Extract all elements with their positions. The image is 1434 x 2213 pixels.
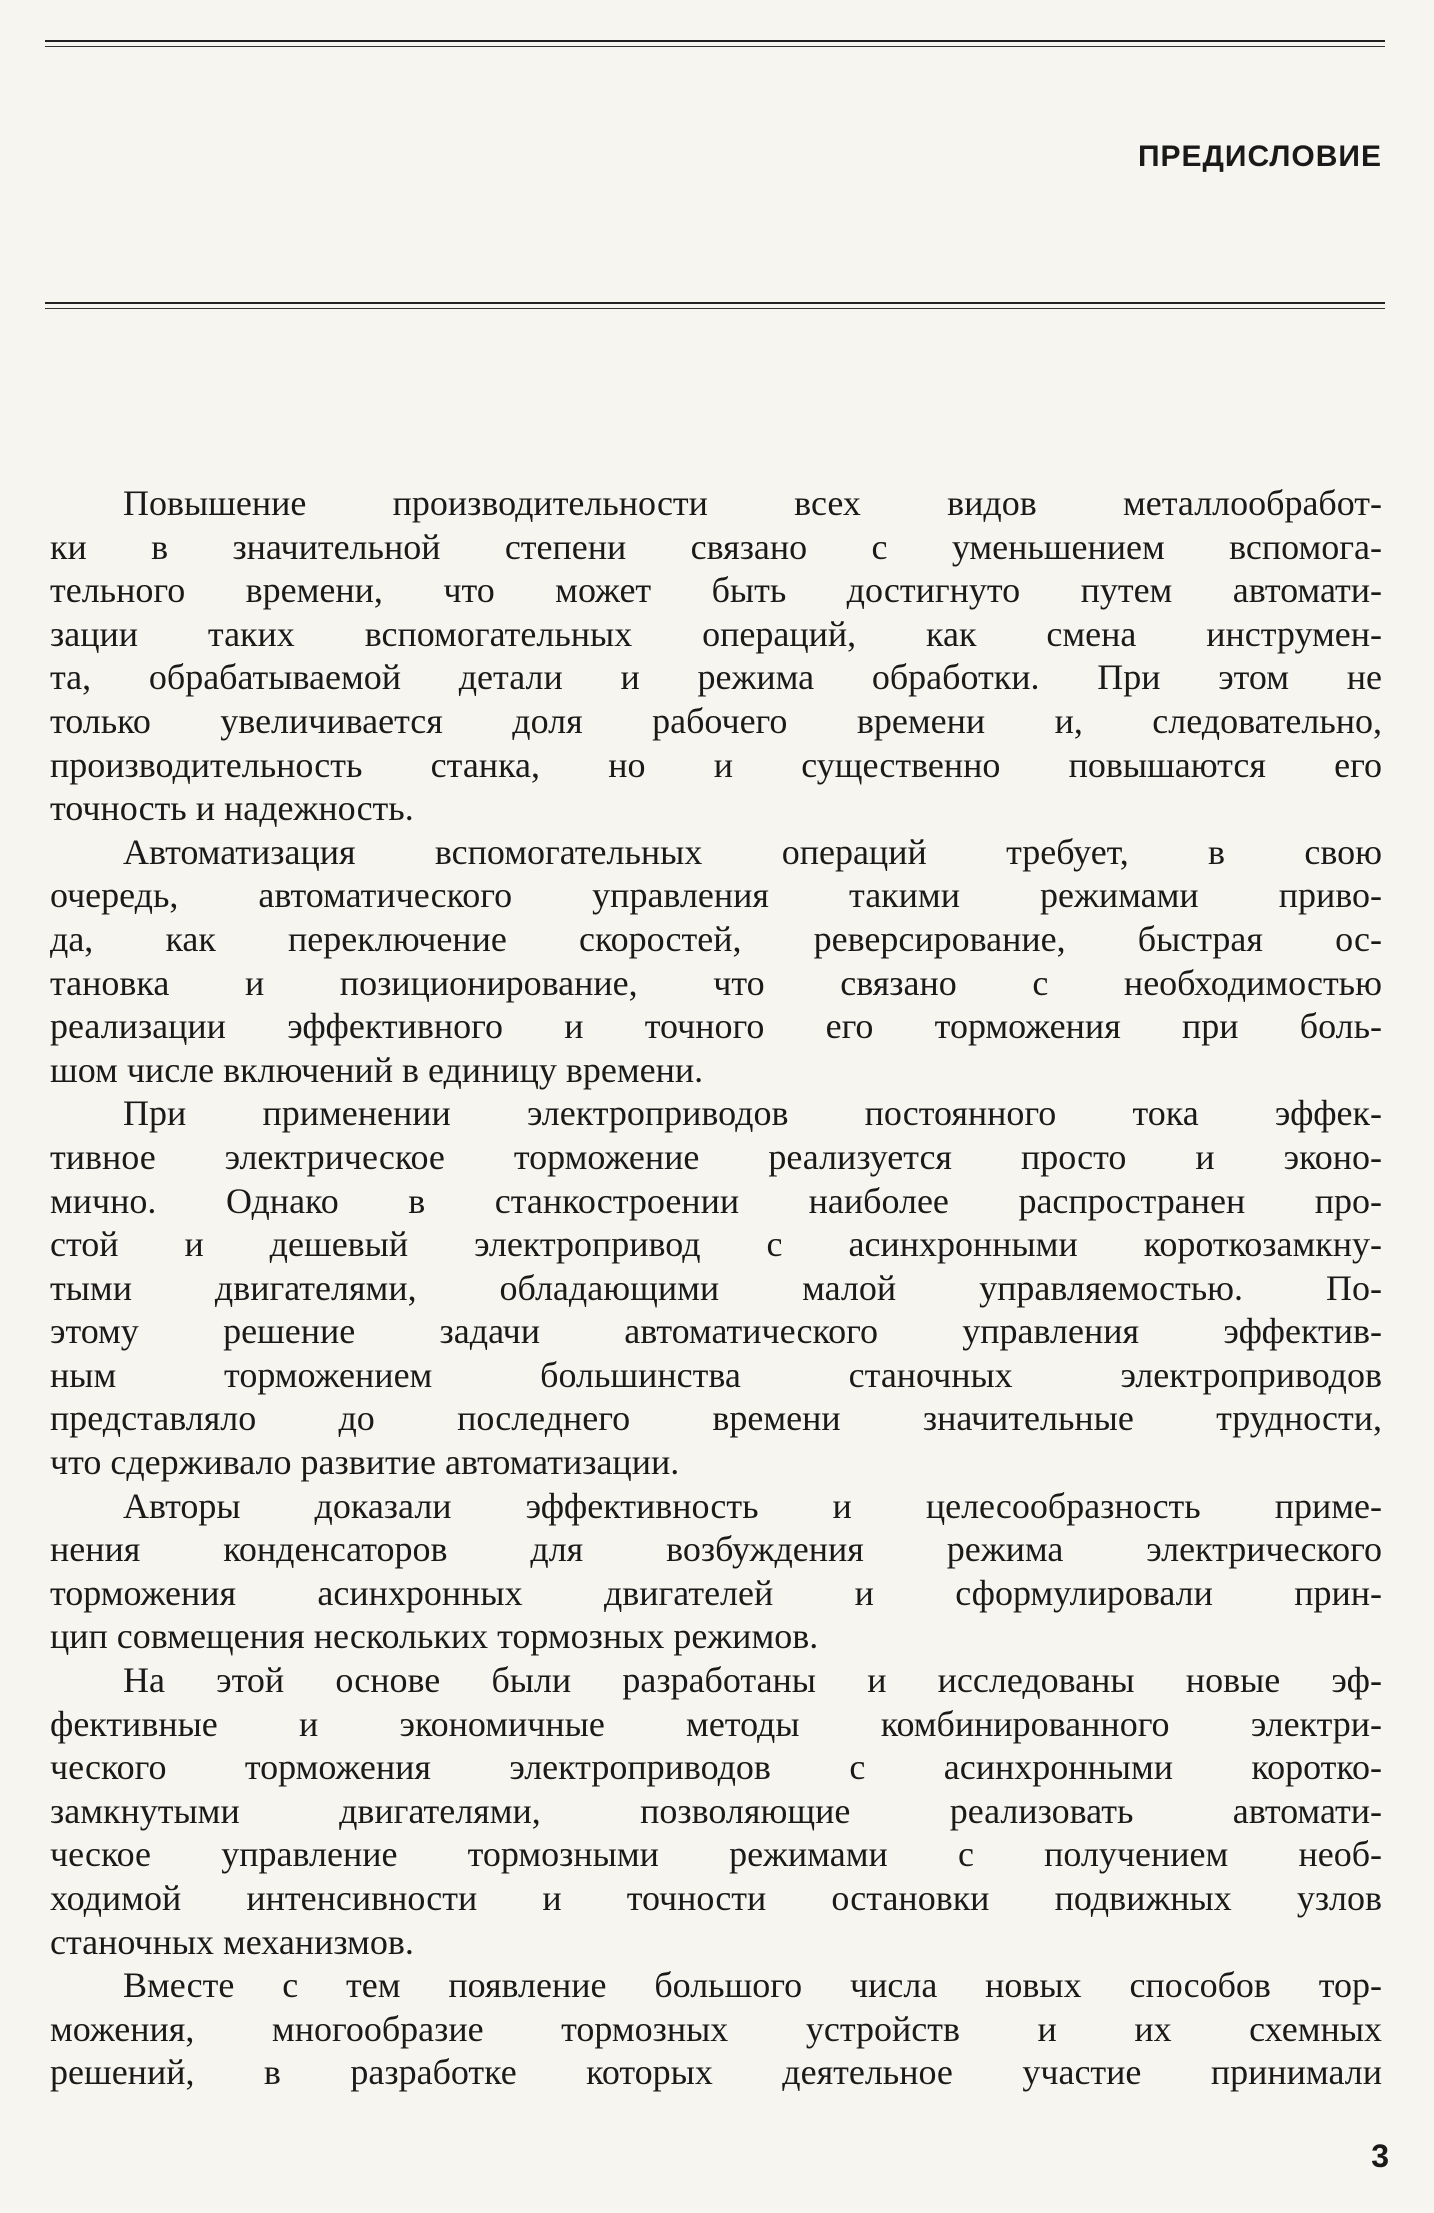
text-line: ческое управление тормозными режимами с получением необ-	[50, 1834, 1382, 1875]
text-line: производительность станка, но и существенно повышаются его	[50, 744, 1382, 785]
text-line: цип совмещения нескольких тормозных режимов.	[50, 1616, 819, 1657]
text-line: Вместе с тем появление большого числа новых способов тор-	[123, 1965, 1382, 2006]
text-line: очередь, автоматического управления такими режимами приво-	[50, 875, 1382, 916]
text-line: тельного времени, что может быть достигнуто путем автомати-	[50, 570, 1382, 611]
text-line: На этой основе были разработаны и исследованы новые эф-	[123, 1660, 1382, 1701]
text-line: ным торможением большинства станочных электроприводов	[50, 1354, 1382, 1395]
body-text	[50, 482, 1382, 2095]
text-line: этому решение задачи автоматического управления эффектив-	[50, 1311, 1382, 1352]
text-line: шом числе включений в единицу времени.	[50, 1049, 704, 1090]
text-line: ки в значительной степени связано с уменьшением вспомога-	[50, 526, 1382, 567]
text-line: стой и дешевый электропривод с асинхронными короткозамкну-	[50, 1224, 1382, 1265]
top-rule-secondary	[45, 46, 1385, 47]
text-line: тыми двигателями, обладающими малой управляемостью. По-	[50, 1267, 1382, 1308]
section-title: ПРЕДИСЛОВИЕ	[1137, 140, 1382, 173]
text-line: ходимой интенсивности и точности остановки подвижных узлов	[50, 1878, 1382, 1918]
text-line: замкнутыми двигателями, позволяющие реализовать автомати-	[50, 1790, 1382, 1831]
text-line: станочных механизмов.	[50, 1921, 414, 1962]
text-line: мично. Однако в станкостроении наиболее распространен про-	[50, 1180, 1382, 1221]
text-line: реализации эффективного и точного его торможения при боль-	[50, 1006, 1382, 1047]
text-line: только увеличивается доля рабочего времени и, следовательно,	[50, 700, 1382, 741]
text-line: тивное электрическое торможение реализуется просто и эконо-	[50, 1136, 1382, 1177]
text-line: Повышение производительности всех видов металлообработ-	[123, 483, 1382, 523]
text-line: можения, многообразие тормозных устройств и их схемных	[50, 2008, 1382, 2049]
text-line: решений, в разработке которых деятельное участие принимали	[50, 2052, 1382, 2093]
header-bottom-rule	[45, 302, 1385, 304]
text-line: Автоматизация вспомогательных операций требует, в свою	[123, 831, 1382, 872]
text-line: что сдерживало развитие автоматизации.	[50, 1442, 680, 1483]
header-bottom-rule-secondary	[45, 308, 1385, 309]
text-line: тановка и позиционирование, что связано с необходимостью	[50, 962, 1382, 1003]
text-line: представляло до последнего времени значительные трудности,	[50, 1398, 1382, 1439]
text-line: та, обрабатываемой детали и режима обработки. При этом не	[50, 657, 1382, 698]
page-number: 3	[1371, 2138, 1389, 2174]
text-line: Авторы доказали эффективность и целесообразность приме-	[123, 1485, 1382, 1526]
text-line: ческого торможения электроприводов с асинхронными коротко-	[50, 1747, 1382, 1788]
text-line: да, как переключение скоростей, реверсирование, быстрая ос-	[50, 918, 1382, 959]
text-line: точность и надежность.	[50, 788, 414, 829]
text-line: При применении электроприводов постоянного тока эффек-	[123, 1093, 1382, 1134]
text-line: фективные и экономичные методы комбинированного электри-	[50, 1703, 1382, 1744]
text-line: нения конденсаторов для возбуждения режима электрического	[50, 1529, 1382, 1570]
text-line: торможения асинхронных двигателей и сформулировали прин-	[50, 1572, 1382, 1613]
text-line: зации таких вспомогательных операций, как смена инструмен-	[50, 613, 1382, 654]
top-rule	[45, 40, 1385, 42]
